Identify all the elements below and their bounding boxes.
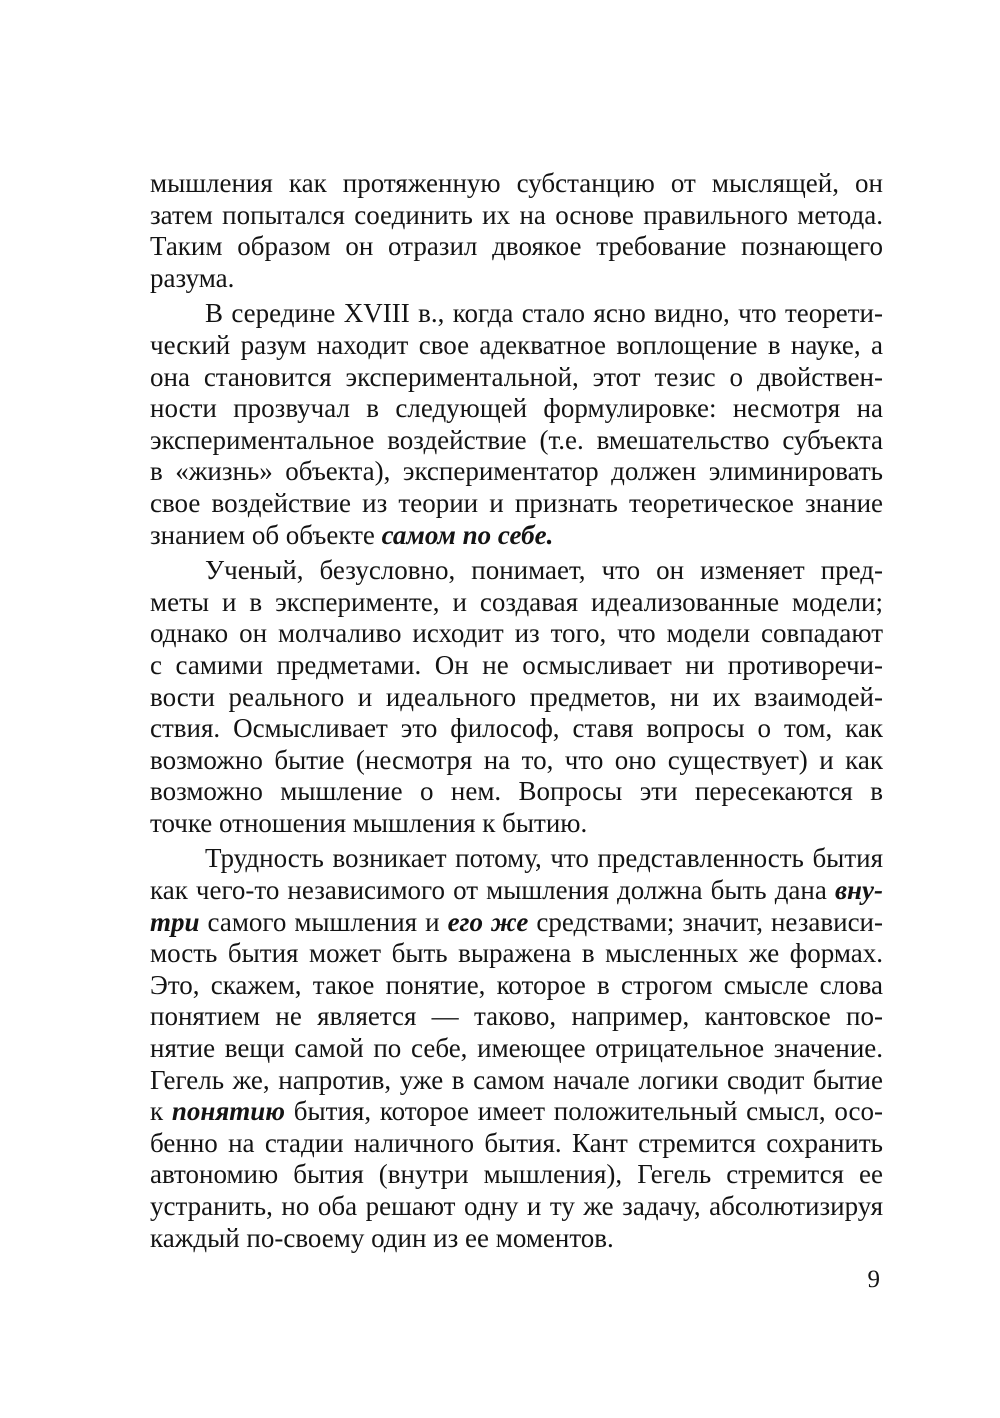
text-line [150,1065,883,1097]
text-run: мышления как протяженную субстанцию от мыслящей, он [150,168,883,198]
text-line [150,970,883,1002]
paragraph [150,298,883,551]
text-run: Таким образом он отразил двоякое требование познающего [150,231,883,262]
text-line [150,1159,883,1191]
page-number: 9 [867,1266,880,1293]
text-run: однако он молчаливо исходит из того, что модели совпадают [150,618,883,649]
text-run: как чего-то независимого от мышления должна быть дана [150,875,835,906]
text-run: каждый по-своему один из ее моментов. [150,1222,614,1253]
text-line [150,555,883,587]
text-line [150,1096,883,1128]
text-run: автономию бытия (внутри мышления), Гегель стремится ее [150,1159,883,1190]
text-line [150,298,883,330]
text-line [150,713,883,745]
text-line [150,263,883,295]
text-run: В середине XVIII в., когда стало ясно видно, что теорети- [205,298,883,329]
text-run: бытия, которое имеет положительный смысл, осо- [285,1096,883,1127]
text-line [150,168,883,200]
text-line [150,393,883,425]
body-text [150,168,883,1254]
text-line [150,618,883,650]
text-line [150,587,883,619]
paragraph [150,843,883,1254]
text-run: она становится экспериментальной, этот тезис о двойствен- [150,361,883,392]
paragraph [150,555,883,839]
text-line [150,745,883,777]
emphasized-text: его же [447,906,529,937]
text-line [150,1223,883,1255]
text-run: понятием не является — таково, например, кантовское по- [150,1001,883,1032]
text-line [150,456,883,488]
text-line [150,231,883,263]
text-line [150,330,883,362]
text-run: меты и в эксперименте, и создавая идеализованные модели; [150,586,883,617]
paragraph [150,168,883,294]
text-run: знанием об объекте [150,519,382,550]
text-run: ствия. Осмысливает это философ, ставя вопросы о том, как [150,713,883,744]
text-run: нятие вещи самой по себе, имеющее отрицательное значение. [150,1033,883,1064]
text-line [150,843,883,875]
text-line [150,488,883,520]
text-line [150,1001,883,1033]
text-run: Трудность возникает потому, что представленность бытия [205,843,883,874]
text-line [150,682,883,714]
text-run: ческий разум находит свое адекватное воплощение в науке, а [150,329,883,360]
text-run: возможно бытие (несмотря на то, что оно существует) и как [150,744,883,775]
text-line [150,808,883,840]
text-run: точке отношения мышления к бытию. [150,807,588,838]
text-line [150,1128,883,1160]
text-run: Ученый, безусловно, понимает, что он изменяет пред- [205,555,883,586]
emphasized-text: три [150,906,200,937]
text-run: самого мышления и [199,906,448,937]
text-run: бенно на стадии наличного бытия. Кант стремится сохранить [150,1127,883,1158]
text-run: к [150,1096,172,1127]
text-run: в «жизнь» объекта), экспериментатор должен элиминировать [150,456,883,487]
text-run: ности прозвучал в следующей формулировке: несмотря на [150,393,883,424]
text-line [150,1191,883,1223]
text-run: мость бытия может быть выражена в мысленных же формах. [150,938,883,969]
text-run: Гегель же, напротив, уже в самом начале логики сводит бытие [150,1064,883,1095]
text-line [150,1033,883,1065]
text-run: Это, скажем, такое понятие, которое в строгом смысле слова [150,969,883,1000]
emphasized-text: самом по себе. [381,519,554,550]
text-run: разума. [150,262,235,293]
emphasized-text: понятию [171,1096,286,1127]
text-line [150,776,883,808]
text-line [150,650,883,682]
text-run: устранить, но оба решают одну и ту же задачу, абсолютизируя [150,1191,883,1221]
text-line [150,520,883,552]
emphasized-text: вну- [834,875,883,906]
text-run: затем попытался соединить их на основе правильного метода. [150,199,883,230]
text-run: средствами; значит, независи- [528,906,883,937]
text-run: свое воздействие из теории и признать теоретическое знание [150,487,883,518]
text-line [150,200,883,232]
text-run: с самими предметами. Он не осмысливает ни противоречи- [150,649,883,680]
text-line [150,907,883,939]
text-line [150,362,883,394]
text-line [150,425,883,457]
text-run: возможно мышление о нем. Вопросы эти пересекаются в [150,776,883,807]
text-run: экспериментальное воздействие (т.е. вмешательство субъекта [150,424,883,455]
text-run: вости реального и идеального предметов, ни их взаимодей- [150,681,883,712]
text-line [150,875,883,907]
text-line [150,938,883,970]
